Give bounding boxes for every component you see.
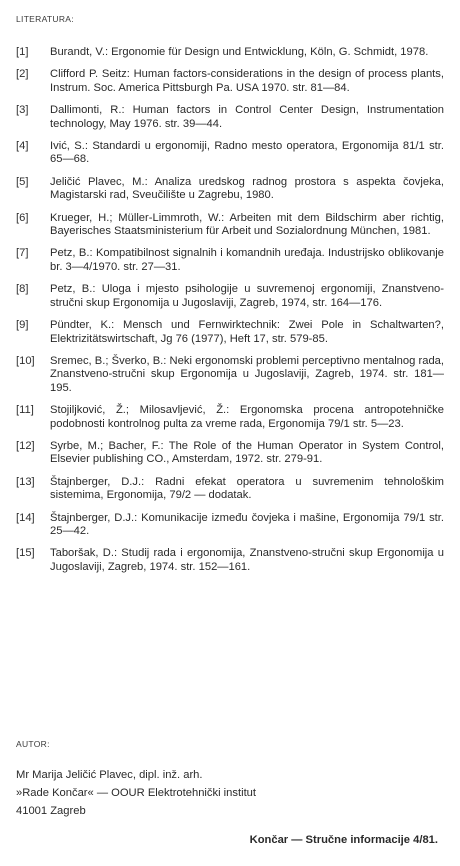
reference-text: Burandt, V.: Ergonomie für Design und Entwicklung, Köln, G. Schmidt, 1978. [50, 46, 429, 58]
reference-number: [4] [16, 140, 29, 153]
reference-text: Dallimonti, R.: Human factors in Control Center Design, Instrumentation technology, May 1976. str. 39—44. [50, 104, 444, 130]
reference-text: Taboršak, D.: Studij rada i ergonomija, Znanstveno-stručni skup Ergonomija u Jugoslaviji, Zagreb, 1974. str. 152—161. [50, 547, 444, 573]
author-address: 41001 Zagreb [16, 805, 86, 817]
reference-item [16, 283, 444, 310]
author-heading: AUTOR: [16, 739, 50, 749]
author-block [16, 766, 436, 820]
reference-text: Krueger, H.; Müller-Limmroth, W.: Arbeiten mit dem Bildschirm aber richtig, Bayerisches Staatsministerium für Arbeit und Sozialordnung München, 1981. [50, 211, 444, 238]
page-footer: Končar — Stručne informacije 4/81. [249, 834, 438, 846]
reference-item [16, 46, 444, 59]
reference-item [16, 404, 444, 431]
reference-number: [3] [16, 104, 29, 117]
reference-item [16, 440, 444, 467]
reference-item [16, 212, 444, 239]
reference-text: Jeličić Plavec, M.: Analiza uredskog radnog prostora s aspekta čovjeka, Magistarski rad, Sveučilište u Zagrebu, 1980. [50, 175, 444, 202]
literature-heading: LITERATURA: [16, 14, 74, 24]
reference-item [16, 247, 444, 274]
reference-number: [8] [16, 283, 29, 296]
reference-number: [12] [16, 439, 35, 452]
reference-number: [2] [16, 68, 29, 81]
reference-number: [11] [16, 404, 34, 417]
reference-number: [7] [16, 247, 29, 260]
reference-number: [1] [16, 46, 29, 58]
reference-list [16, 46, 444, 583]
reference-text: Štajnberger, D.J.: Komunikacije između čovjeka i mašine, Ergonomija 79/1 str. 25—42. [50, 511, 444, 537]
reference-text: Petz, B.: Uloga i mjesto psihologije u suvremenoj ergonomiji, Znanstveno-stručni skup Ergonomija u Jugoslaviji, Zagreb, 1974, str. 164—176. [50, 283, 444, 309]
reference-item [16, 476, 444, 503]
reference-text: Štajnberger, D.J.: Radni efekat operatora u suvremenim tehnološkim sistemima, Ergonomija, 79/2 — dodatak. [50, 475, 444, 502]
reference-item [16, 140, 444, 167]
reference-item [16, 512, 444, 539]
reference-number: [15] [16, 547, 35, 560]
reference-text: Syrbe, M.; Bacher, F.: The Role of the Human Operator in System Control, Elsevier publishing CO., Amsterdam, 1972. str. 279-91. [50, 439, 444, 466]
reference-text: Clifford P. Seitz: Human factors-considerations in the design of process plants, Instrum. Soc. America Pittsburgh Pa. USA 1970. str. 81—84. [50, 68, 444, 94]
reference-number: [5] [16, 175, 29, 188]
reference-item [16, 176, 444, 203]
reference-text: Petz, B.: Kompatibilnost signalnih i komandnih uređaja. Industrijsko oblikovanje br. 3—4/1970. str. 27—31. [50, 247, 444, 273]
reference-text: Sremec, B.; Šverko, B.: Neki ergonomski problemi perceptivno mentalnog rada, Znanstveno-stručni skup Ergonomija u Jugoslaviji, Zagreb, 1974. str. 181—195. [50, 354, 444, 394]
reference-item [16, 547, 444, 574]
reference-item [16, 355, 444, 395]
reference-number: [9] [16, 319, 29, 332]
author-organization: »Rade Končar« — OOUR Elektrotehnički institut [16, 787, 257, 799]
reference-item [16, 68, 444, 95]
reference-number: [10] [16, 354, 35, 367]
reference-text: Ivić, S.: Standardi u ergonomiji, Radno mesto operatora, Ergonomija 81/1 str. 65—68. [50, 140, 444, 166]
reference-number: [6] [16, 211, 29, 224]
reference-number: [13] [16, 475, 35, 488]
reference-item [16, 319, 444, 346]
reference-text: Stojiljković, Ž.; Milosavljević, Ž.: Ergonomska procena antropotehničke podobnosti kontrolnog pulta za vreme rada, Ergonomija 79/1 str. 5—23. [50, 404, 444, 430]
reference-text: Pündter, K.: Mensch und Fernwirktechnik: Zwei Pole in Schaltwarten?, Elektrizitätswirtschaft, Jg 76 (1977), Heft 17, str. 579-85. [50, 319, 444, 345]
reference-number: [14] [16, 511, 35, 524]
reference-item [16, 104, 444, 131]
author-name: Mr Marija Jeličić Plavec, dipl. inž. arh. [16, 769, 203, 781]
